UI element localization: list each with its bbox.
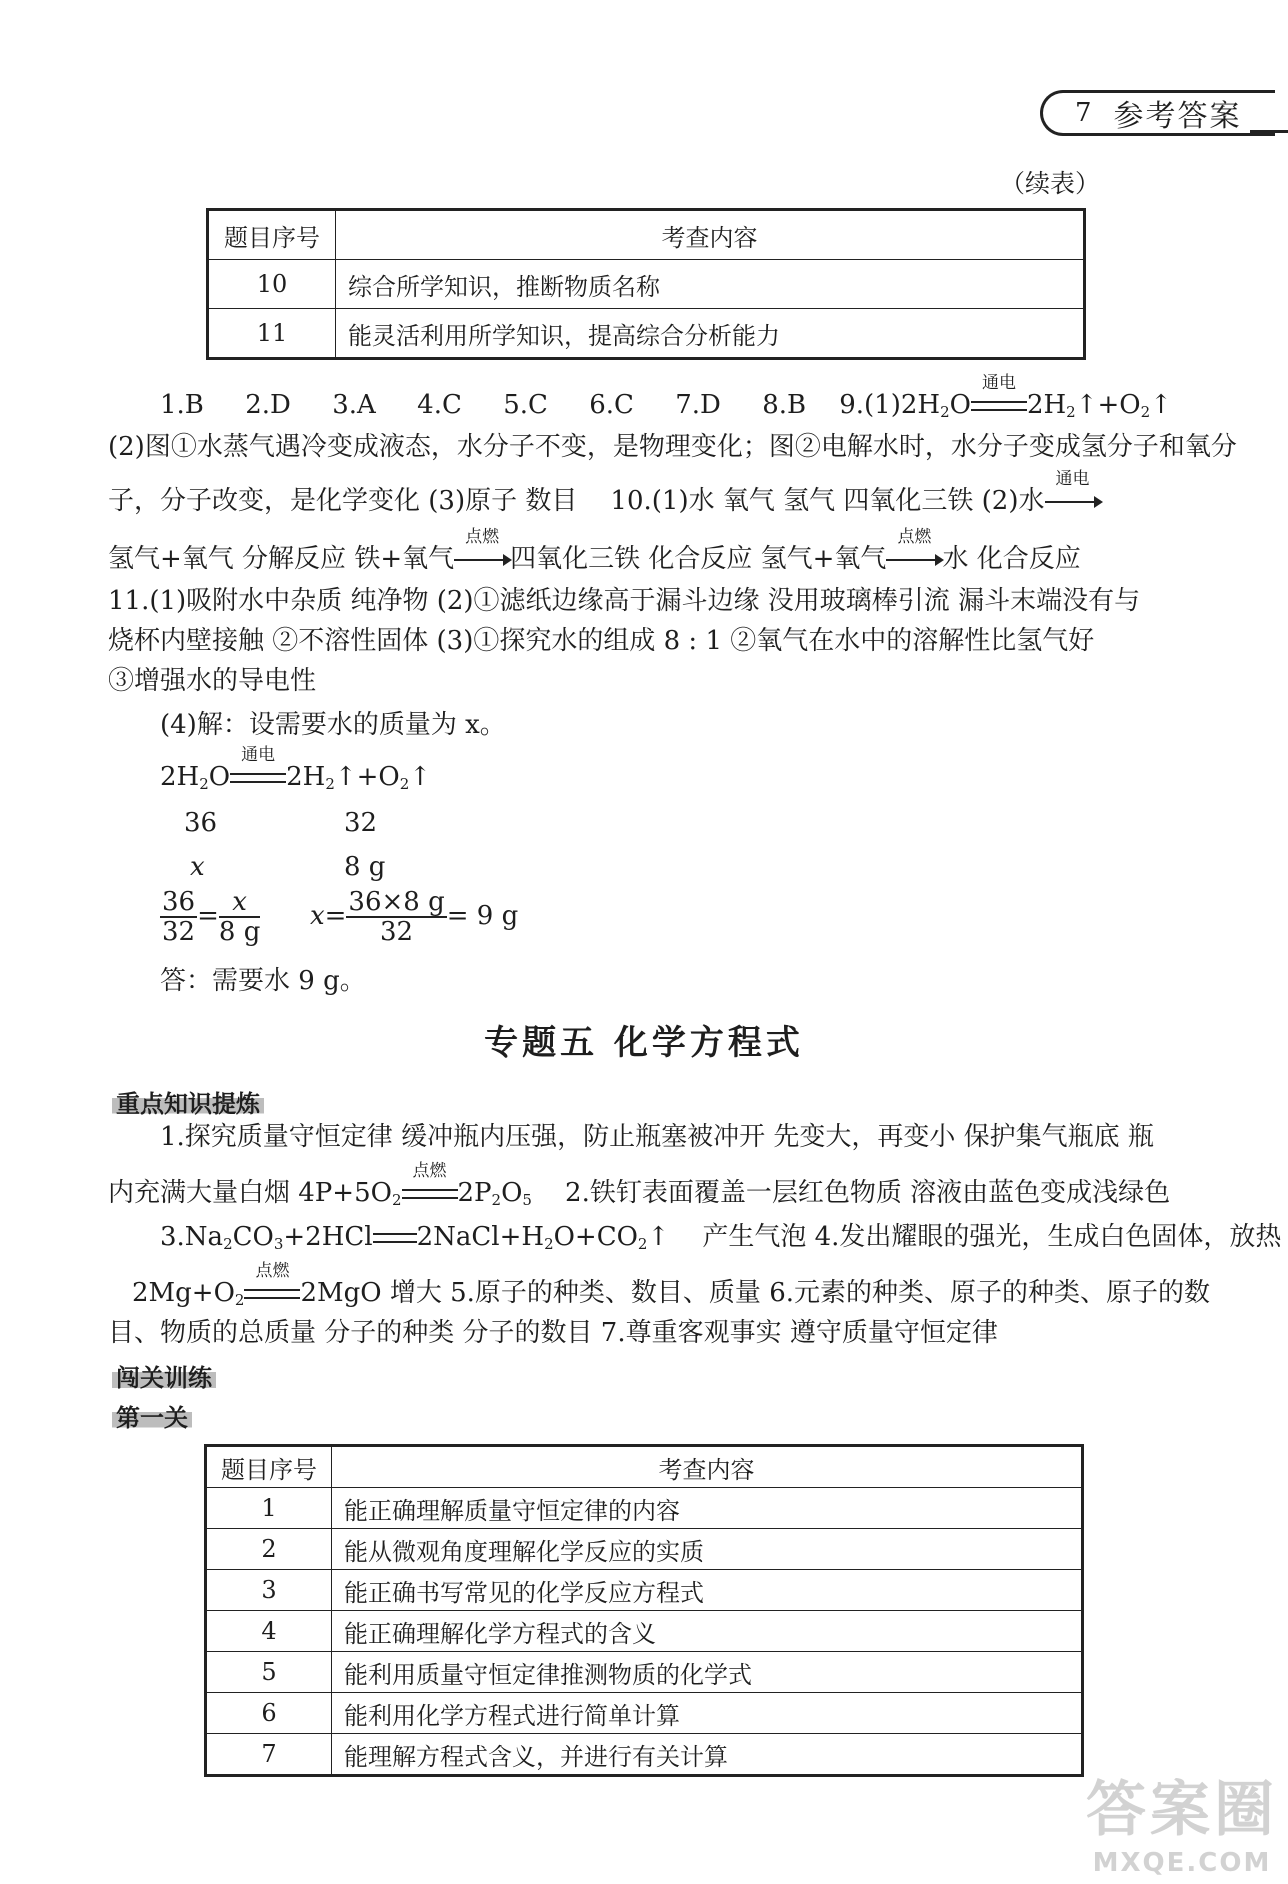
calc-fraction-row: $\frac{36}{32}$ = $\frac{x}{8 g}$ x= $\frac{36\times 8 g}{32}$ = 9 g bbox=[162, 887, 519, 947]
table-row bbox=[206, 1488, 1083, 1529]
calc-equation: $2H_2O$ 通电 $2H_2↑+O_2↑$ bbox=[160, 745, 432, 793]
level1-label: 第一关 bbox=[112, 1398, 192, 1433]
table-header-row bbox=[206, 1446, 1083, 1488]
row-content: 能利用质量守恒定律推测物质的化学式 bbox=[332, 1652, 1083, 1693]
table-row bbox=[206, 1529, 1083, 1570]
calc-mass-36: 36 bbox=[184, 808, 218, 838]
table-continued bbox=[206, 208, 1086, 360]
row-number: 11 bbox=[208, 309, 336, 359]
table-level1 bbox=[204, 1444, 1084, 1777]
q9-equation: $9.(1)2H_2O$ 通电 $2H_2↑+O_2↑$ bbox=[839, 373, 1172, 421]
header-cell-number: 题目序号 bbox=[206, 1446, 332, 1488]
section-title: 专题五 化学方程式 bbox=[484, 1023, 804, 1063]
table-row bbox=[208, 309, 1085, 359]
row-content: 能利用化学方程式进行简单计算 bbox=[332, 1693, 1083, 1734]
calc-answer: 答：需要水 9 g。 bbox=[160, 966, 366, 996]
row-content: 能正确理解化学方程式的含义 bbox=[332, 1611, 1083, 1652]
table-row bbox=[206, 1570, 1083, 1611]
answer-mc: 1.B bbox=[160, 390, 204, 420]
row-content: 能灵活利用所学知识，提高综合分析能力 bbox=[336, 309, 1085, 359]
knowledge-line-5: 目、物质的总质量 分子的种类 分子的数目 7.尊重客观事实 遵守质量守恒定律 bbox=[108, 1318, 998, 1348]
header-divider bbox=[1250, 130, 1288, 133]
calc-mass-32: 32 bbox=[344, 808, 378, 838]
table-row bbox=[206, 1611, 1083, 1652]
answer-line-1 bbox=[160, 373, 1172, 427]
answer-line-6: 烧杯内壁接触 ②不溶性固体 (3)①探究水的组成 8 : 1 ②氧气在水中的溶解性比氢气好 bbox=[108, 626, 1095, 656]
table-row bbox=[206, 1693, 1083, 1734]
header-cell-content: 考查内容 bbox=[336, 210, 1085, 260]
row-number: 7 bbox=[206, 1734, 332, 1776]
row-number: 2 bbox=[206, 1529, 332, 1570]
answer-mc: 2.D bbox=[245, 390, 291, 420]
table-row bbox=[208, 260, 1085, 309]
answer-line-3: 子，分子改变，是化学变化 (3)原子 数目 10.(1)水 氧气 氢气 四氧化三铁 (2)水 通电 bbox=[108, 486, 1101, 516]
row-content: 能理解方程式含义，并进行有关计算 bbox=[332, 1734, 1083, 1776]
knowledge-line-2: 内充满大量白烟 $4P+5O_2$ 点燃 $2P_2O_5$ 2.铁钉表面覆盖一层红色物质 溶液由蓝色变成浅绿色 bbox=[108, 1161, 1171, 1209]
answer-line-5: 11.(1)吸附水中杂质 纯净物 (2)①滤纸边缘高于漏斗边缘 没用玻璃棒引流 漏斗末端没有与 bbox=[108, 586, 1141, 616]
row-content: 能正确理解质量守恒定律的内容 bbox=[332, 1488, 1083, 1529]
page-number: 7 bbox=[1075, 98, 1092, 128]
row-number: 5 bbox=[206, 1652, 332, 1693]
knowledge-line-4: $2Mg+O_2$ 点燃 2MgO 增大 5.原子的种类、数目、质量 6.元素的种类、原子的种类、原子的数 bbox=[132, 1261, 1210, 1309]
header-cell-number: 题目序号 bbox=[208, 210, 336, 260]
header-title: 参考答案 bbox=[1113, 99, 1242, 134]
answer-mc: 3.A bbox=[332, 390, 376, 420]
table-row bbox=[206, 1652, 1083, 1693]
row-number: 4 bbox=[206, 1611, 332, 1652]
watermark bbox=[1086, 1762, 1278, 1878]
table-row bbox=[206, 1734, 1083, 1776]
answer-mc: 6.C bbox=[589, 390, 634, 420]
row-number: 6 bbox=[206, 1693, 332, 1734]
answer-line-8: (4)解：设需要水的质量为 x。 bbox=[160, 710, 506, 740]
knowledge-line-3: $3.Na_2CO_3+2HCl$ $2NaCl+H_2O+CO_2↑$ 产生气泡 4.发出耀眼的强光，生成白色固体，放热 bbox=[160, 1222, 1282, 1253]
answer-line-7: ③增强水的导电性 bbox=[108, 666, 317, 696]
row-number: 10 bbox=[208, 260, 336, 309]
row-content: 能从微观角度理解化学反应的实质 bbox=[332, 1529, 1083, 1570]
knowledge-line-1: 1.探究质量守恒定律 缓冲瓶内压强，防止瓶塞被冲开 先变大，再变小 保护集气瓶底 瓶 bbox=[160, 1122, 1154, 1152]
calc-x: x bbox=[190, 852, 205, 882]
row-content: 能正确书写常见的化学反应方程式 bbox=[332, 1570, 1083, 1611]
training-label: 闯关训练 bbox=[112, 1358, 216, 1393]
knowledge-label: 重点知识提炼 bbox=[112, 1084, 264, 1119]
page-header-tab bbox=[1040, 90, 1275, 136]
row-content: 综合所学知识，推断物质名称 bbox=[336, 260, 1085, 309]
answer-mc: 7.D bbox=[675, 390, 721, 420]
answer-line-2: (2)图①水蒸气遇冷变成液态，水分子不变，是物理变化；图②电解水时，水分子变成氢分子和氧分 bbox=[108, 432, 1237, 462]
table-header-row bbox=[208, 210, 1085, 260]
answer-mc: 5.C bbox=[503, 390, 548, 420]
watermark-url: MXQE.COM bbox=[1092, 1848, 1272, 1878]
answer-line-4: 氢气+氧气 分解反应 铁+氧气 点燃 四氧化三铁 化合反应 氢气+氧气 点燃 水 化合反应 bbox=[108, 527, 1081, 574]
header-cell-content: 考查内容 bbox=[332, 1446, 1083, 1488]
calc-8g: 8 g bbox=[344, 852, 386, 882]
answer-mc: 4.C bbox=[417, 390, 462, 420]
answer-mc: 8.B bbox=[762, 390, 807, 420]
continued-label: （续表） bbox=[1000, 169, 1101, 198]
row-number: 1 bbox=[206, 1488, 332, 1529]
row-number: 3 bbox=[206, 1570, 332, 1611]
watermark-logo-text: 答案圈 bbox=[1086, 1775, 1278, 1845]
